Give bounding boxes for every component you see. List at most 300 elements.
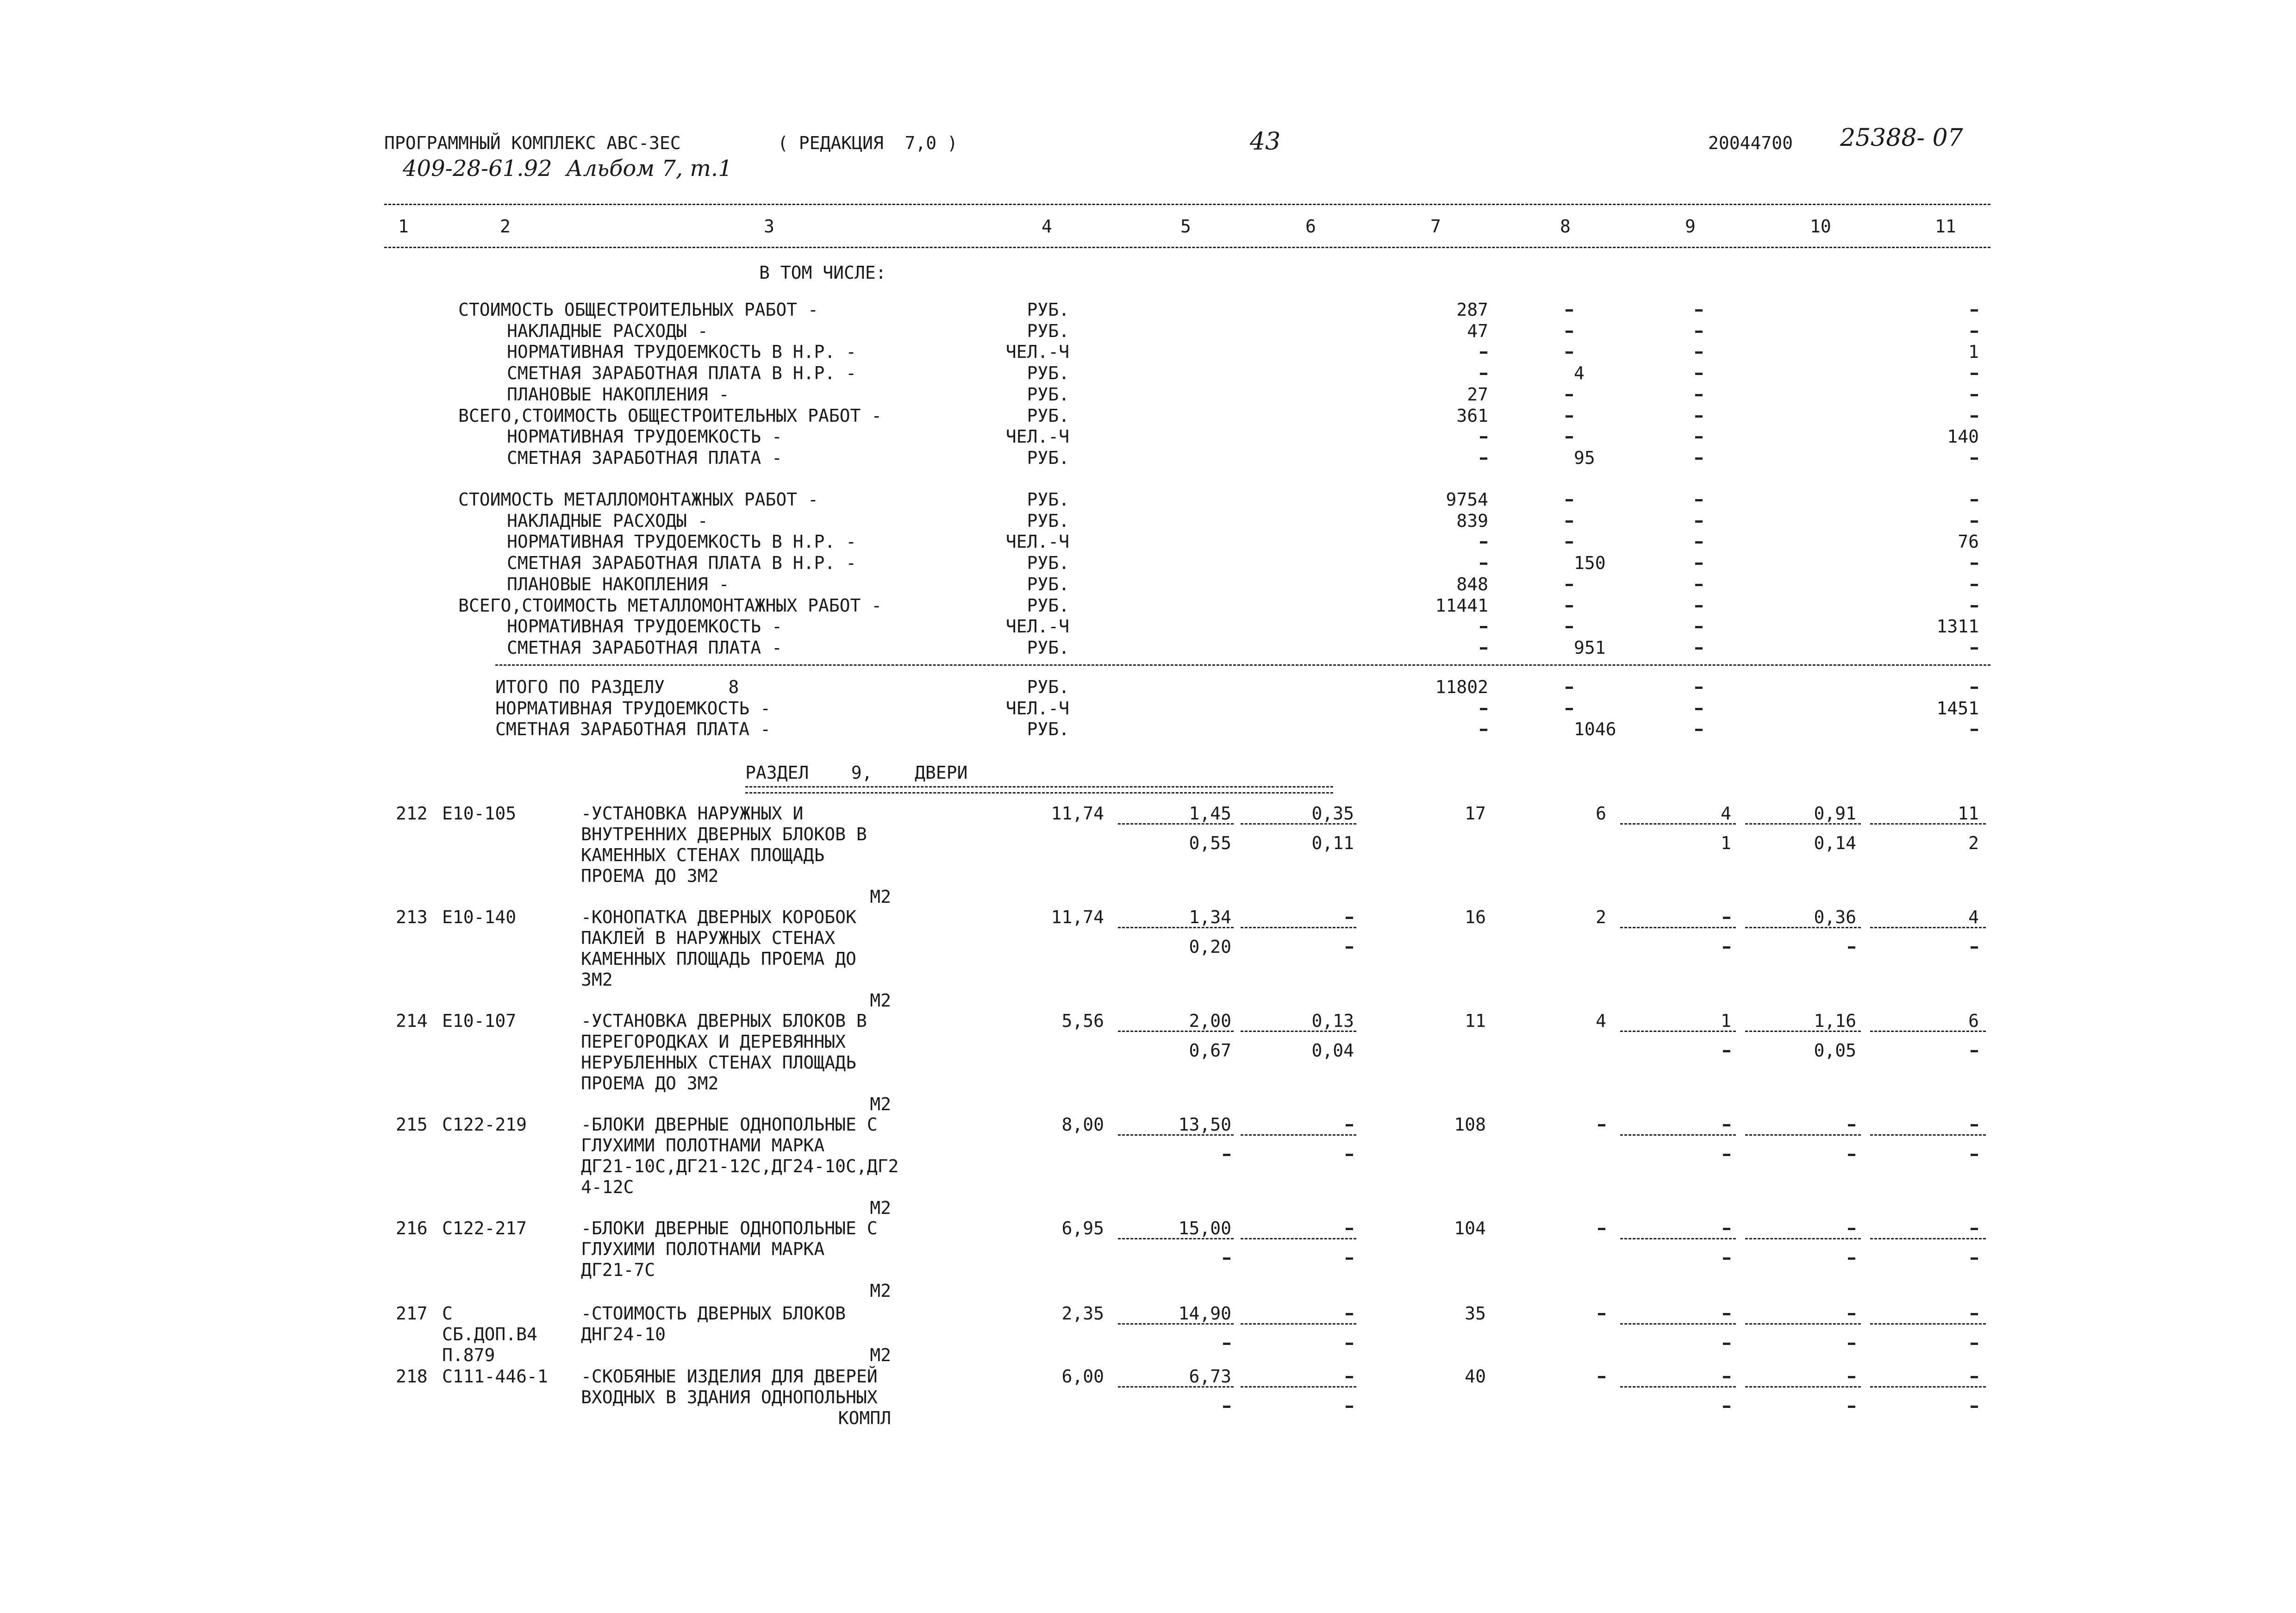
summary-col11 — [1971, 520, 1978, 523]
item-col5-separator — [1118, 823, 1234, 825]
item-code: С122-219 — [442, 1114, 527, 1135]
summary-col7 — [1480, 351, 1487, 354]
item-col5-separator — [1118, 1238, 1234, 1239]
summary-col9 — [1695, 373, 1703, 375]
item-col9-separator — [1620, 823, 1736, 825]
summary-col9 — [1695, 708, 1703, 710]
page-number: 43 — [1250, 128, 1281, 156]
summary-unit: РУБ. — [1027, 574, 1069, 594]
item-description: НЕРУБЛЕННЫХ СТЕНАХ ПЛОЩАДЬ — [581, 1052, 856, 1073]
section-title: РАЗДЕЛ 9, ДВЕРИ — [745, 763, 968, 783]
summary-unit: ЧЕЛ.-Ч — [1005, 426, 1069, 447]
summary-col8 — [1566, 605, 1573, 607]
summary-col11: 140 — [1947, 426, 1979, 447]
column-header-6: 6 — [1305, 216, 1316, 237]
item-description: КАМЕННЫХ СТЕНАХ ПЛОЩАДЬ — [581, 845, 825, 865]
summary-col7 — [1480, 647, 1487, 650]
item-col5-top: 1,45 — [1189, 803, 1231, 824]
summary-label: НАКЛАДНЫЕ РАСХОДЫ - — [507, 510, 708, 531]
summary-col8 — [1566, 499, 1573, 501]
summary-col8 — [1566, 541, 1573, 544]
summary-col9 — [1695, 436, 1703, 438]
item-unit: М2 — [870, 1198, 891, 1218]
item-col7: 104 — [1454, 1218, 1486, 1238]
item-col5-bottom: 0,55 — [1189, 833, 1231, 853]
item-number: 216 — [396, 1218, 428, 1238]
item-col6-bottom — [1346, 1343, 1353, 1345]
item-col11-separator — [1870, 1134, 1986, 1136]
item-col11-top — [1971, 1124, 1978, 1126]
summary-col11 — [1971, 415, 1978, 418]
item-col10-top: 1,16 — [1814, 1011, 1856, 1031]
column-header-10: 10 — [1810, 216, 1831, 237]
item-col9-bottom — [1723, 946, 1730, 949]
item-col11-top — [1971, 1228, 1978, 1230]
item-col9-separator — [1620, 1031, 1736, 1032]
summary-col9 — [1695, 457, 1703, 460]
summary-label: СМЕТНАЯ ЗАРАБОТНАЯ ПЛАТА - — [507, 637, 782, 658]
summary-col11: 1451 — [1936, 698, 1979, 719]
summary-unit: РУБ. — [1027, 405, 1069, 426]
item-col11-top: 11 — [1958, 803, 1979, 824]
summary-col8 — [1566, 708, 1573, 710]
item-col10-separator — [1745, 1323, 1861, 1325]
summary-label: СМЕТНАЯ ЗАРАБОТНАЯ ПЛАТА В Н.Р. - — [507, 553, 856, 574]
summary-col11: 76 — [1958, 531, 1979, 552]
item-col9-bottom — [1723, 1257, 1730, 1260]
item-description: -УСТАНОВКА НАРУЖНЫХ И — [581, 803, 804, 824]
item-col6-separator — [1241, 823, 1356, 825]
summary-col7: 11441 — [1435, 595, 1488, 616]
column-header-4: 4 — [1042, 216, 1052, 237]
summary-label: СМЕТНАЯ ЗАРАБОТНАЯ ПЛАТА - — [507, 447, 782, 468]
totals-rule — [495, 664, 1990, 666]
summary-col11 — [1971, 647, 1978, 650]
item-unit: М2 — [870, 1345, 891, 1365]
item-col11-top — [1971, 1376, 1978, 1378]
item-col9-separator — [1620, 1134, 1736, 1136]
summary-col8 — [1566, 351, 1573, 354]
item-col10-top: 0,91 — [1814, 803, 1856, 824]
item-code: С122-217 — [442, 1218, 527, 1238]
item-description: ГЛУХИМИ ПОЛОТНАМИ МАРКА — [581, 1239, 825, 1259]
item-number: 217 — [396, 1303, 428, 1324]
summary-col7: 287 — [1456, 300, 1488, 320]
item-quantity: 2,35 — [1061, 1303, 1104, 1324]
item-unit: М2 — [870, 1281, 891, 1301]
item-col6-bottom — [1346, 1154, 1353, 1156]
item-description: ПАКЛЕЙ В НАРУЖНЫХ СТЕНАХ — [581, 928, 836, 948]
item-col7: 40 — [1465, 1366, 1486, 1387]
item-col11-top: 6 — [1968, 1011, 1979, 1031]
item-col6-bottom: 0,04 — [1311, 1040, 1354, 1061]
item-col10-bottom — [1848, 1154, 1855, 1156]
item-col6-top — [1346, 1376, 1353, 1378]
item-code: СБ.ДОП.В4 — [442, 1324, 537, 1344]
item-col11-top — [1971, 1313, 1978, 1315]
summary-col9 — [1695, 520, 1703, 523]
item-code: Е10-105 — [442, 803, 517, 824]
item-col9-separator — [1620, 1238, 1736, 1239]
item-quantity: 11,74 — [1051, 907, 1104, 927]
column-header-11: 11 — [1935, 216, 1956, 237]
summary-col11 — [1971, 584, 1978, 586]
item-col10-top — [1848, 1124, 1855, 1126]
item-col10-separator — [1745, 1134, 1861, 1136]
item-col8 — [1598, 1376, 1605, 1378]
item-col5-bottom — [1223, 1257, 1230, 1260]
summary-label: СМЕТНАЯ ЗАРАБОТНАЯ ПЛАТА - — [495, 719, 771, 740]
summary-label: ВСЕГО,СТОИМОСТЬ ОБЩЕСТРОИТЕЛЬНЫХ РАБОТ - — [458, 405, 882, 426]
item-col5-top: 14,90 — [1178, 1303, 1231, 1324]
summary-col8 — [1566, 331, 1573, 333]
item-col11-bottom — [1971, 1406, 1978, 1408]
summary-col9 — [1695, 331, 1703, 333]
item-quantity: 6,00 — [1061, 1366, 1104, 1387]
section-title-underline — [745, 786, 1333, 794]
item-col5-top: 1,34 — [1189, 907, 1231, 927]
summary-unit: РУБ. — [1027, 300, 1069, 320]
item-description: ДГ21-7С — [581, 1260, 655, 1280]
album-reference: 409-28-61.92 Альбом 7, т.1 — [403, 156, 732, 181]
summary-col11 — [1971, 309, 1978, 312]
item-col6-separator — [1241, 927, 1356, 928]
item-col8 — [1598, 1228, 1605, 1230]
column-header-7: 7 — [1430, 216, 1441, 237]
summary-col9 — [1695, 687, 1703, 689]
item-number: 214 — [396, 1011, 428, 1031]
item-description: 4-12С — [581, 1177, 634, 1197]
item-col10-top: 0,36 — [1814, 907, 1856, 927]
summary-unit: РУБ. — [1027, 489, 1069, 510]
item-col9-bottom — [1723, 1406, 1730, 1408]
column-header-8: 8 — [1560, 216, 1571, 237]
item-col5-top: 2,00 — [1189, 1011, 1231, 1031]
item-description: -БЛОКИ ДВЕРНЫЕ ОДНОПОЛЬНЫЕ С — [581, 1218, 878, 1238]
item-col10-bottom: 0,14 — [1814, 833, 1856, 853]
item-number: 212 — [396, 803, 428, 824]
item-col5-bottom: 0,67 — [1189, 1040, 1231, 1061]
summary-col8 — [1566, 415, 1573, 418]
item-col8 — [1598, 1313, 1605, 1315]
summary-unit: РУБ. — [1027, 363, 1069, 384]
summary-col8 — [1566, 626, 1573, 628]
summary-col9 — [1695, 394, 1703, 396]
item-description: ДНГ24-10 — [581, 1324, 666, 1344]
item-col11-bottom — [1971, 1050, 1978, 1052]
item-description: -СТОИМОСТЬ ДВЕРНЫХ БЛОКОВ — [581, 1303, 846, 1324]
summary-col8: 4 — [1574, 363, 1585, 384]
item-col9-top: 4 — [1721, 803, 1731, 824]
summary-col8 — [1566, 309, 1573, 312]
summary-label: НАКЛАДНЫЕ РАСХОДЫ - — [507, 320, 708, 341]
summary-col8: 150 — [1574, 553, 1606, 574]
item-col6-separator — [1241, 1386, 1356, 1388]
summary-col11: 1311 — [1936, 616, 1979, 637]
item-quantity: 8,00 — [1061, 1114, 1104, 1135]
summary-col7 — [1480, 708, 1487, 710]
summary-col8 — [1566, 436, 1573, 438]
item-col5-bottom: 0,20 — [1189, 937, 1231, 957]
item-col10-separator — [1745, 1238, 1861, 1239]
item-col7: 16 — [1465, 907, 1486, 927]
summary-unit: РУБ. — [1027, 719, 1069, 740]
summary-col7 — [1480, 457, 1487, 460]
column-header-3: 3 — [764, 216, 774, 237]
item-description: ВНУТРЕННИХ ДВЕРНЫХ БЛОКОВ В — [581, 824, 867, 844]
item-description: -КОНОПАТКА ДВЕРНЫХ КОРОБОК — [581, 907, 856, 927]
item-description: -УСТАНОВКА ДВЕРНЫХ БЛОКОВ В — [581, 1011, 867, 1031]
item-col6-separator — [1241, 1031, 1356, 1032]
item-col10-separator — [1745, 1031, 1861, 1032]
summary-col9 — [1695, 351, 1703, 354]
item-description: ГЛУХИМИ ПОЛОТНАМИ МАРКА — [581, 1135, 825, 1156]
item-col5-bottom — [1223, 1154, 1230, 1156]
summary-col8 — [1566, 687, 1573, 689]
item-col6-top — [1346, 1124, 1353, 1126]
item-quantity: 5,56 — [1061, 1011, 1104, 1031]
item-col11-top: 4 — [1968, 907, 1979, 927]
item-col5-top: 13,50 — [1178, 1114, 1231, 1135]
summary-col8 — [1566, 394, 1573, 396]
item-col9-top — [1723, 1376, 1730, 1378]
item-code: Е10-140 — [442, 907, 517, 927]
item-col9-top — [1723, 1124, 1730, 1126]
item-description: ВХОДНЫХ В ЗДАНИЯ ОДНОПОЛЬНЫХ — [581, 1387, 878, 1407]
item-col9-top — [1723, 1313, 1730, 1315]
item-col6-top: 0,35 — [1311, 803, 1354, 824]
item-col5-bottom — [1223, 1343, 1230, 1345]
item-col6-bottom — [1346, 1257, 1353, 1260]
item-col8: 4 — [1596, 1011, 1606, 1031]
summary-label: СМЕТНАЯ ЗАРАБОТНАЯ ПЛАТА В Н.Р. - — [507, 363, 856, 384]
item-code: П.879 — [442, 1345, 495, 1365]
summary-col7 — [1480, 373, 1487, 375]
summary-col9 — [1695, 541, 1703, 544]
summary-col7 — [1480, 729, 1487, 731]
header-rule-bottom — [384, 247, 1990, 248]
summary-col11 — [1971, 563, 1978, 565]
item-col9-bottom — [1723, 1154, 1730, 1156]
summary-col8 — [1566, 520, 1573, 523]
summary-col11 — [1971, 457, 1978, 460]
item-col7: 35 — [1465, 1303, 1486, 1324]
item-number: 215 — [396, 1114, 428, 1135]
item-col11-separator — [1870, 1323, 1986, 1325]
column-header-1: 1 — [398, 216, 409, 237]
summary-label: НОРМАТИВНАЯ ТРУДОЕМКОСТЬ - — [507, 426, 782, 447]
item-col5-separator — [1118, 1386, 1234, 1388]
item-col5-separator — [1118, 1134, 1234, 1136]
summary-label: СТОИМОСТЬ ОБЩЕСТРОИТЕЛЬНЫХ РАБОТ - — [458, 300, 818, 320]
summary-col8: 1046 — [1574, 719, 1616, 740]
summary-unit: РУБ. — [1027, 595, 1069, 616]
item-col9-bottom: 1 — [1721, 833, 1731, 853]
summary-col7: 361 — [1456, 405, 1488, 426]
item-col6-separator — [1241, 1323, 1356, 1325]
summary-unit: РУБ. — [1027, 553, 1069, 574]
summary-unit: РУБ. — [1027, 384, 1069, 405]
item-col9-top: 1 — [1721, 1011, 1731, 1031]
item-description: -БЛОКИ ДВЕРНЫЕ ОДНОПОЛЬНЫЕ С — [581, 1114, 878, 1135]
summary-unit: РУБ. — [1027, 320, 1069, 341]
item-col6-separator — [1241, 1238, 1356, 1239]
summary-col9 — [1695, 647, 1703, 650]
item-col7: 11 — [1465, 1011, 1486, 1031]
item-unit: М2 — [870, 1094, 891, 1114]
item-unit: КОМПЛ — [838, 1408, 891, 1428]
item-col11-separator — [1870, 1238, 1986, 1239]
summary-col9 — [1695, 605, 1703, 607]
item-description: 3М2 — [581, 969, 613, 990]
summary-unit: ЧЕЛ.-Ч — [1005, 616, 1069, 637]
item-col10-bottom — [1848, 1406, 1855, 1408]
summary-label: ПЛАНОВЫЕ НАКОПЛЕНИЯ - — [507, 384, 730, 405]
edition-label: ( РЕДАКЦИЯ 7,0 ) — [778, 133, 958, 153]
item-col11-separator — [1870, 927, 1986, 928]
item-number: 213 — [396, 907, 428, 927]
item-col10-bottom — [1848, 1343, 1855, 1345]
item-col5-top: 15,00 — [1178, 1218, 1231, 1238]
item-col11-separator — [1870, 1386, 1986, 1388]
item-col5-separator — [1118, 1031, 1234, 1032]
item-code: С — [442, 1303, 453, 1324]
item-col10-top — [1848, 1376, 1855, 1378]
item-col8: 2 — [1596, 907, 1606, 927]
item-col6-top — [1346, 917, 1353, 919]
summary-col7: 11802 — [1435, 677, 1488, 697]
column-header-2: 2 — [500, 216, 511, 237]
item-col10-top — [1848, 1313, 1855, 1315]
item-col10-separator — [1745, 1386, 1861, 1388]
summary-label: НОРМАТИВНАЯ ТРУДОЕМКОСТЬ В Н.Р. - — [507, 342, 856, 363]
summary-col9 — [1695, 584, 1703, 586]
summary-unit: РУБ. — [1027, 447, 1069, 468]
item-description: -СКОБЯНЫЕ ИЗДЕЛИЯ ДЛЯ ДВЕРЕЙ — [581, 1366, 878, 1387]
summary-label: ПЛАНОВЫЕ НАКОПЛЕНИЯ - — [507, 574, 730, 594]
summary-col7 — [1480, 541, 1487, 544]
summary-col11 — [1971, 605, 1978, 607]
item-col6-separator — [1241, 1134, 1356, 1136]
item-col11-bottom — [1971, 1257, 1978, 1260]
item-col10-bottom: 0,05 — [1814, 1040, 1856, 1061]
item-col6-bottom — [1346, 1406, 1353, 1408]
item-quantity: 11,74 — [1051, 803, 1104, 824]
item-description: КАМЕННЫХ ПЛОЩАДЬ ПРОЕМА ДО — [581, 949, 856, 969]
item-col5-bottom — [1223, 1406, 1230, 1408]
summary-col11 — [1971, 499, 1978, 501]
item-col11-bottom — [1971, 946, 1978, 949]
summary-unit: РУБ. — [1027, 677, 1069, 697]
summary-col7 — [1480, 436, 1487, 438]
column-header-9: 9 — [1685, 216, 1696, 237]
item-description: ПРОЕМА ДО 3М2 — [581, 1073, 719, 1094]
item-col9-bottom — [1723, 1050, 1730, 1052]
summary-col9 — [1695, 499, 1703, 501]
summary-col7: 47 — [1467, 320, 1488, 341]
summary-unit: ЧЕЛ.-Ч — [1005, 698, 1069, 719]
item-col9-bottom — [1723, 1343, 1730, 1345]
item-description: ДГ21-10С,ДГ21-12С,ДГ24-10С,ДГ2 — [581, 1156, 899, 1176]
summary-label: НОРМАТИВНАЯ ТРУДОЕМКОСТЬ - — [507, 616, 782, 637]
summary-col9 — [1695, 309, 1703, 312]
summary-label: СТОИМОСТЬ МЕТАЛЛОМОНТАЖНЫХ РАБОТ - — [458, 489, 818, 510]
subheading: В ТОМ ЧИСЛЕ: — [759, 263, 886, 283]
item-col5-separator — [1118, 927, 1234, 928]
item-col5-top: 6,73 — [1189, 1366, 1231, 1387]
summary-unit: РУБ. — [1027, 637, 1069, 658]
item-description: ПРОЕМА ДО 3М2 — [581, 866, 719, 886]
item-col9-separator — [1620, 1386, 1736, 1388]
summary-label: ВСЕГО,СТОИМОСТЬ МЕТАЛЛОМОНТАЖНЫХ РАБОТ - — [458, 595, 882, 616]
summary-col9 — [1695, 563, 1703, 565]
summary-col9 — [1695, 415, 1703, 418]
document-number: 25388- 07 — [1840, 124, 1963, 152]
item-col11-bottom: 2 — [1968, 833, 1979, 853]
summary-col9 — [1695, 626, 1703, 628]
item-code: Е10-107 — [442, 1011, 517, 1031]
item-col10-bottom — [1848, 946, 1855, 949]
summary-col8: 95 — [1574, 447, 1595, 468]
item-col10-separator — [1745, 927, 1861, 928]
item-col7: 17 — [1465, 803, 1486, 824]
column-header-5: 5 — [1180, 216, 1191, 237]
summary-unit: ЧЕЛ.-Ч — [1005, 342, 1069, 363]
item-col10-bottom — [1848, 1257, 1855, 1260]
summary-col11 — [1971, 373, 1978, 375]
header-rule-top — [384, 204, 1990, 205]
summary-col7: 27 — [1467, 384, 1488, 405]
summary-col11 — [1971, 394, 1978, 396]
summary-col8 — [1566, 584, 1573, 586]
document-code: 20044700 — [1708, 133, 1793, 153]
item-col11-separator — [1870, 1031, 1986, 1032]
summary-col7 — [1480, 626, 1487, 628]
item-col7: 108 — [1454, 1114, 1486, 1135]
item-col6-bottom: 0,11 — [1311, 833, 1354, 853]
program-title: ПРОГРАММНЫЙ КОМПЛЕКС АВС-ЗЕС — [384, 133, 681, 153]
summary-col11 — [1971, 687, 1978, 689]
summary-col7: 9754 — [1446, 489, 1488, 510]
item-col11-bottom — [1971, 1343, 1978, 1345]
item-unit: М2 — [870, 990, 891, 1011]
summary-unit: РУБ. — [1027, 510, 1069, 531]
summary-label: НОРМАТИВНАЯ ТРУДОЕМКОСТЬ - — [495, 698, 771, 719]
item-col9-top — [1723, 917, 1730, 919]
item-col10-top — [1848, 1228, 1855, 1230]
item-col10-separator — [1745, 823, 1861, 825]
item-col6-top — [1346, 1228, 1353, 1230]
summary-col9 — [1695, 729, 1703, 731]
summary-col7 — [1480, 563, 1487, 565]
summary-col7: 839 — [1456, 510, 1488, 531]
item-col8: 6 — [1596, 803, 1606, 824]
summary-col11: 1 — [1968, 342, 1979, 363]
item-description: ПЕРЕГОРОДКАХ И ДЕРЕВЯННЫХ — [581, 1032, 846, 1052]
item-unit: М2 — [870, 887, 891, 907]
item-col8 — [1598, 1124, 1605, 1126]
item-col9-separator — [1620, 927, 1736, 928]
summary-col11 — [1971, 729, 1978, 731]
item-col5-separator — [1118, 1323, 1234, 1325]
item-code: С111-446-1 — [442, 1366, 548, 1387]
item-col6-top: 0,13 — [1311, 1011, 1354, 1031]
item-col11-separator — [1870, 823, 1986, 825]
summary-col11 — [1971, 331, 1978, 333]
summary-label: ИТОГО ПО РАЗДЕЛУ 8 — [495, 677, 739, 697]
item-col11-bottom — [1971, 1154, 1978, 1156]
summary-col7: 848 — [1456, 574, 1488, 594]
